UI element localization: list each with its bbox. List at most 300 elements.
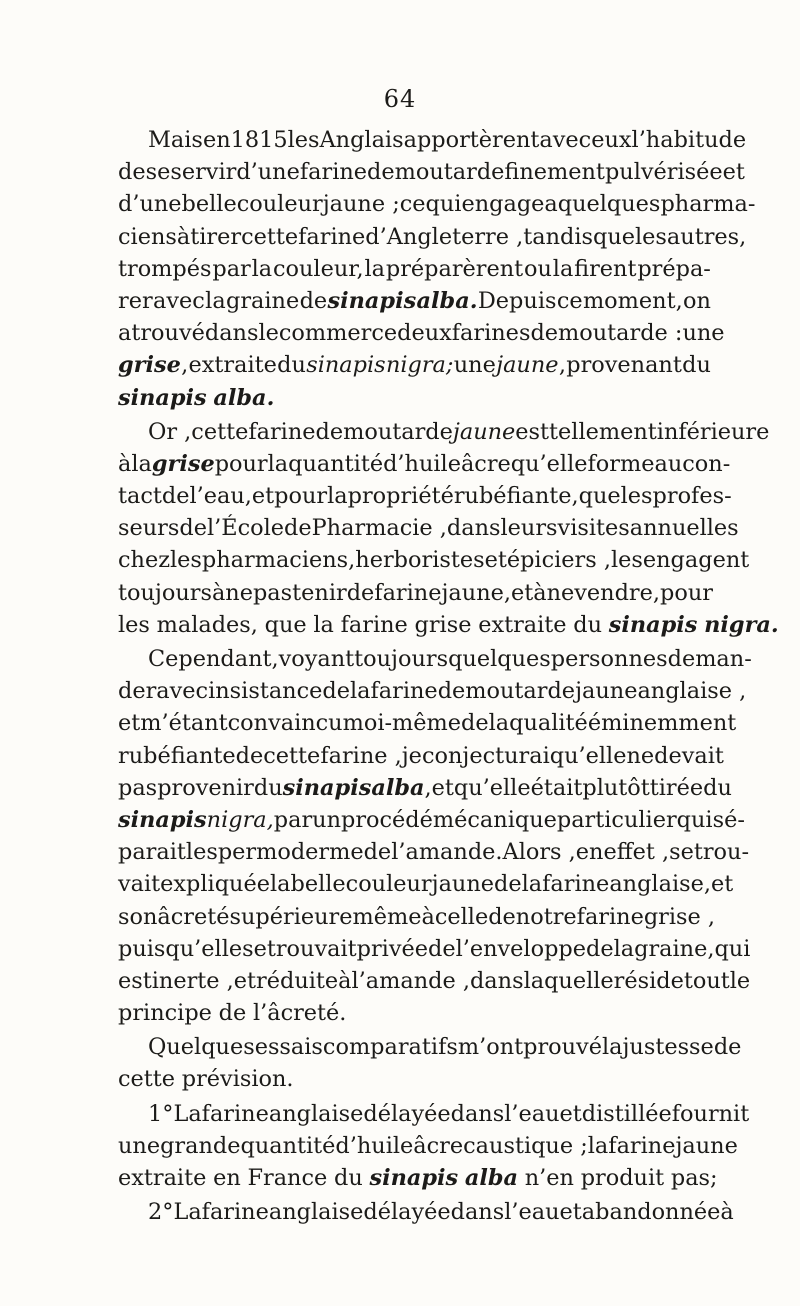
word: m’ont [457,1034,524,1061]
word: à [338,967,352,994]
word: en [213,1165,241,1191]
word: d’une [236,159,300,186]
word: l’École [206,515,285,542]
word: rubéfiante, [453,483,579,510]
word: épiciers , [506,547,611,574]
word: ciens [118,223,177,250]
word: par [212,255,251,282]
word: toujours [118,579,212,606]
word: pas [118,774,158,801]
paragraph [118,1196,734,1228]
word: ne [546,579,575,606]
word: France [247,1165,328,1191]
word: âcre [413,1132,464,1159]
word: avec [539,127,592,153]
text-line [118,1031,742,1063]
paragraph [118,1031,742,1095]
word: de [299,287,328,314]
word: prévision. [181,1066,294,1093]
word: anglaise [268,1100,364,1127]
word: qu’elle [453,774,531,801]
word: Quelques [148,1034,255,1061]
word: qu’elle [510,450,588,477]
word: inférieure [656,418,770,445]
word: et [511,579,534,606]
word: pour [214,450,268,477]
word: ce [556,287,583,314]
word: prépa- [637,255,711,282]
word: de [218,1000,247,1027]
word: trouvé [131,320,205,347]
word: sinapis [118,384,207,411]
word: a [118,320,132,347]
word: à [176,223,191,250]
word: l’eau [504,1199,560,1226]
word: du [277,352,306,379]
text-line [118,1196,734,1228]
word: con- [682,450,731,477]
word: l’enveloppe [455,935,586,962]
word: abandonnée [581,1199,721,1226]
word: et [118,710,141,737]
paragraph [118,124,756,414]
word: je [401,742,422,769]
word: de [488,903,516,930]
word: apportèrent [403,127,540,153]
word: qui [425,191,462,218]
word: expliquée [160,871,270,898]
word: réduite [256,967,339,994]
word: tellement [549,418,657,445]
word: en [202,127,231,153]
word: le [729,967,751,994]
word: dans [469,967,524,994]
word: la [488,710,510,737]
word: deux [397,320,452,347]
word: farine [201,1199,269,1226]
text-line [118,416,770,448]
word: anglaise , [637,678,747,705]
word: sinapis [327,287,417,314]
word: la [313,611,334,638]
page-number: 64 [383,85,417,113]
word: Alors , [502,839,576,866]
word: trouvait [266,935,357,962]
word: La [173,1100,202,1127]
word: pour [274,483,328,510]
text-line [118,1063,711,1095]
word: cette [118,1066,176,1093]
word: et [251,483,275,510]
word: de [713,1034,742,1061]
word: anglaise, [609,871,711,898]
word: 1815 [230,127,288,153]
word: quantité [240,1132,336,1159]
word: laquelle [523,967,614,994]
text-line [118,772,732,804]
word: voyant [278,646,355,672]
word: devait [654,742,724,769]
word: les [170,547,202,574]
word: , [424,774,432,801]
text-line [118,221,747,253]
text-line [118,188,756,220]
paragraph [118,1098,750,1195]
word: nigra; [385,352,454,379]
text-line [118,933,751,965]
word: tout [683,967,730,994]
word: d’huile [383,450,461,477]
word: pas; [670,1165,718,1191]
word: et [559,1100,582,1127]
paragraph [118,643,752,1029]
word: profes- [652,483,732,510]
word: graine [226,287,300,314]
word: d’une [118,191,182,218]
word: en [575,839,604,866]
word: , [181,352,189,379]
word: jaune ; [322,191,400,218]
word: alba [371,774,425,801]
word: jaune [496,352,559,379]
word: l’âcreté. [252,1000,347,1027]
word: annuelles [629,515,739,542]
word: la [521,871,543,898]
word: engagea [461,191,558,218]
word: farine [340,611,408,638]
word: visites [557,515,630,542]
word: herboristes [355,547,485,574]
word: grise [151,450,215,477]
word: engagent [642,547,750,574]
text-line [118,544,750,576]
text-line [118,317,725,349]
word: et [484,547,507,574]
word: moutarde [394,159,505,186]
word: moi-même [342,710,462,737]
text-line [118,707,737,739]
word: farine , [320,742,402,769]
word: une [682,320,725,347]
word: éminemment [587,710,737,737]
word: extraite [478,611,567,638]
word: grise , [643,903,716,930]
word: se [669,839,694,866]
word: farines [451,320,531,347]
word: qualité [509,710,588,737]
word: les [287,127,320,153]
word: au [654,450,683,477]
word: les [610,547,643,574]
word: dans [450,1199,505,1226]
word: toujours [354,646,449,672]
word: pulvérisée [604,159,723,186]
word: provenant [566,352,682,379]
word: une [453,352,496,379]
word: et [710,871,734,898]
word: comparatifs [322,1034,458,1061]
word: parait [118,839,186,866]
word: la [349,678,371,705]
word: servir [170,159,237,186]
word: d’huile [335,1132,414,1159]
word: de [363,839,392,866]
word: grise [118,352,181,379]
word: commerce [278,320,398,347]
word: de [161,483,190,510]
word: la [601,1034,623,1061]
word: est [515,418,550,445]
word: provenir [157,774,254,801]
word: quelques [448,646,551,672]
word: conjecturai [421,742,550,769]
word: les [635,223,667,250]
word: tenir [292,579,347,606]
text-line [118,868,734,900]
text-line [118,740,724,772]
text-line [118,253,711,285]
word: puisqu’elle [118,935,243,962]
text-line [118,643,752,675]
word: trou- [693,839,750,866]
word: avec [153,287,205,314]
word: de [586,935,614,962]
word: , [558,352,566,379]
text-line [118,156,745,188]
text-line [118,836,750,868]
text-line [118,609,779,641]
word: l’amande. [391,839,503,866]
word: de [530,320,559,347]
word: Or , [148,418,192,445]
word: Depuis [477,287,557,314]
word: principe [118,1000,212,1027]
text-line [118,804,745,836]
word: cette [263,742,321,769]
word: farine [370,678,438,705]
word: de [284,515,312,542]
word: de [461,710,489,737]
word: prouvé [523,1034,602,1061]
word: pas [252,579,293,606]
word: pharmaciens, [201,547,356,574]
word: la [267,450,289,477]
word: effet , [603,839,670,866]
word: et [233,967,257,994]
word: belle [181,191,237,218]
word: convaincu [227,710,343,737]
word: propriété [347,483,454,510]
word: à [720,1199,734,1226]
word: farine [201,1100,269,1127]
word: la [587,1132,609,1159]
text-line [118,1130,738,1162]
word: avec [156,678,209,705]
word: sinapis [282,774,372,801]
word: de [322,678,350,705]
word: de [315,418,344,445]
word: de [118,159,146,186]
word: quelques [557,191,661,218]
word: par [273,806,313,833]
word: pharma- [660,191,756,218]
word: du [703,774,732,801]
word: grise [414,611,472,638]
text-line [118,675,747,707]
word: même [352,903,422,930]
word: à [118,450,132,477]
word: tact [118,483,162,510]
word: la [327,483,348,510]
word: une [118,1132,161,1159]
word: qui [714,935,751,962]
word: plutôt [582,774,650,801]
word: chez [118,547,171,574]
word: tirer [190,223,242,250]
word: à [211,579,226,606]
word: la [364,255,385,282]
word: trompés [118,255,212,282]
word: jaune [575,678,638,705]
text-line [118,512,739,544]
word: le [185,839,207,866]
word: notre [515,903,577,930]
word: l’eau, [189,483,252,510]
word: forme [587,450,655,477]
word: n’en [524,1165,574,1191]
text-line [118,349,711,381]
text-line [118,382,711,414]
word: de [427,935,456,962]
word: de [346,579,375,606]
word: la [205,287,226,314]
word: vait [118,871,161,898]
word: ou [524,255,552,282]
word: leurs [500,515,558,542]
word: couleur [236,191,323,218]
word: préparèrent [385,255,524,282]
word: l’amande , [351,967,470,994]
word: Pharmacie , [311,515,447,542]
word: 2° [148,1199,174,1226]
word: d’Angleterre , [365,223,524,250]
word: finement [504,159,605,186]
word: alba. [213,384,275,411]
word: rer [118,287,153,314]
text-line [118,448,731,480]
word: âcreté [157,903,230,930]
word: farine [374,579,442,606]
word: ce [399,191,426,218]
word: moment, [582,287,683,314]
word: sé- [712,806,745,833]
word: tirée [649,774,704,801]
word: personnes [550,646,668,672]
word: nigra. [704,611,779,638]
word: moutarde [343,418,453,445]
word: du [333,1165,363,1191]
word: jaune, [441,579,511,606]
word: extraite [188,352,277,379]
word: farine [298,223,366,250]
word: Mais [148,127,203,153]
word: réside [613,967,684,994]
word: privée [356,935,428,962]
word: Cependant, [148,646,279,672]
text-line [118,577,711,609]
word: la [131,450,152,477]
word: supérieure [229,903,353,930]
word: spermoderme [206,839,364,866]
word: le [258,320,279,347]
word: m’étant [140,710,228,737]
word: rubéfiante [118,742,236,769]
word: alba [464,1165,519,1191]
word: du [682,352,711,379]
word: pour [660,579,713,606]
word: ne [626,742,655,769]
word: particulier [556,806,677,833]
word: grande [160,1132,241,1159]
word: Anglais [319,127,404,153]
word: âcre [460,450,511,477]
word: cette [191,418,249,445]
word: vendre, [574,579,661,606]
word: La [173,1199,202,1226]
word: couleur, [272,255,364,282]
word: du [253,774,283,801]
word: que [578,483,621,510]
word: de [235,742,264,769]
word: ne [225,579,253,606]
word: essais [254,1034,323,1061]
word: la [269,871,291,898]
text-line [118,997,711,1029]
word: farine [608,1132,676,1159]
word: sinapis [118,806,207,833]
word: alba. [416,287,478,314]
word: 1° [148,1100,174,1127]
word: jaune [431,871,495,898]
word: mécanique [432,806,557,833]
word: inerte , [151,967,234,994]
word: son [118,903,158,930]
text-line [118,965,751,997]
word: de [437,678,466,705]
word: jaune [675,1132,738,1159]
word: était [530,774,583,801]
word: délayée [363,1199,451,1226]
word: la [552,255,574,282]
word: malades, [156,611,258,638]
word: dans [450,1100,505,1127]
word: farine [299,159,368,186]
body-text [118,124,779,1228]
text-line [118,480,732,512]
word: et [559,1199,582,1226]
word: celle [434,903,489,930]
word: la [251,255,273,282]
word: caustique ; [463,1132,588,1159]
word: se [145,159,171,186]
paragraph [118,416,779,641]
word: justesse [622,1034,714,1061]
word: farine [576,903,644,930]
word: nigra, [206,806,274,833]
text-line [118,124,747,156]
word: jaune [452,418,516,445]
word: quantité [288,450,384,477]
